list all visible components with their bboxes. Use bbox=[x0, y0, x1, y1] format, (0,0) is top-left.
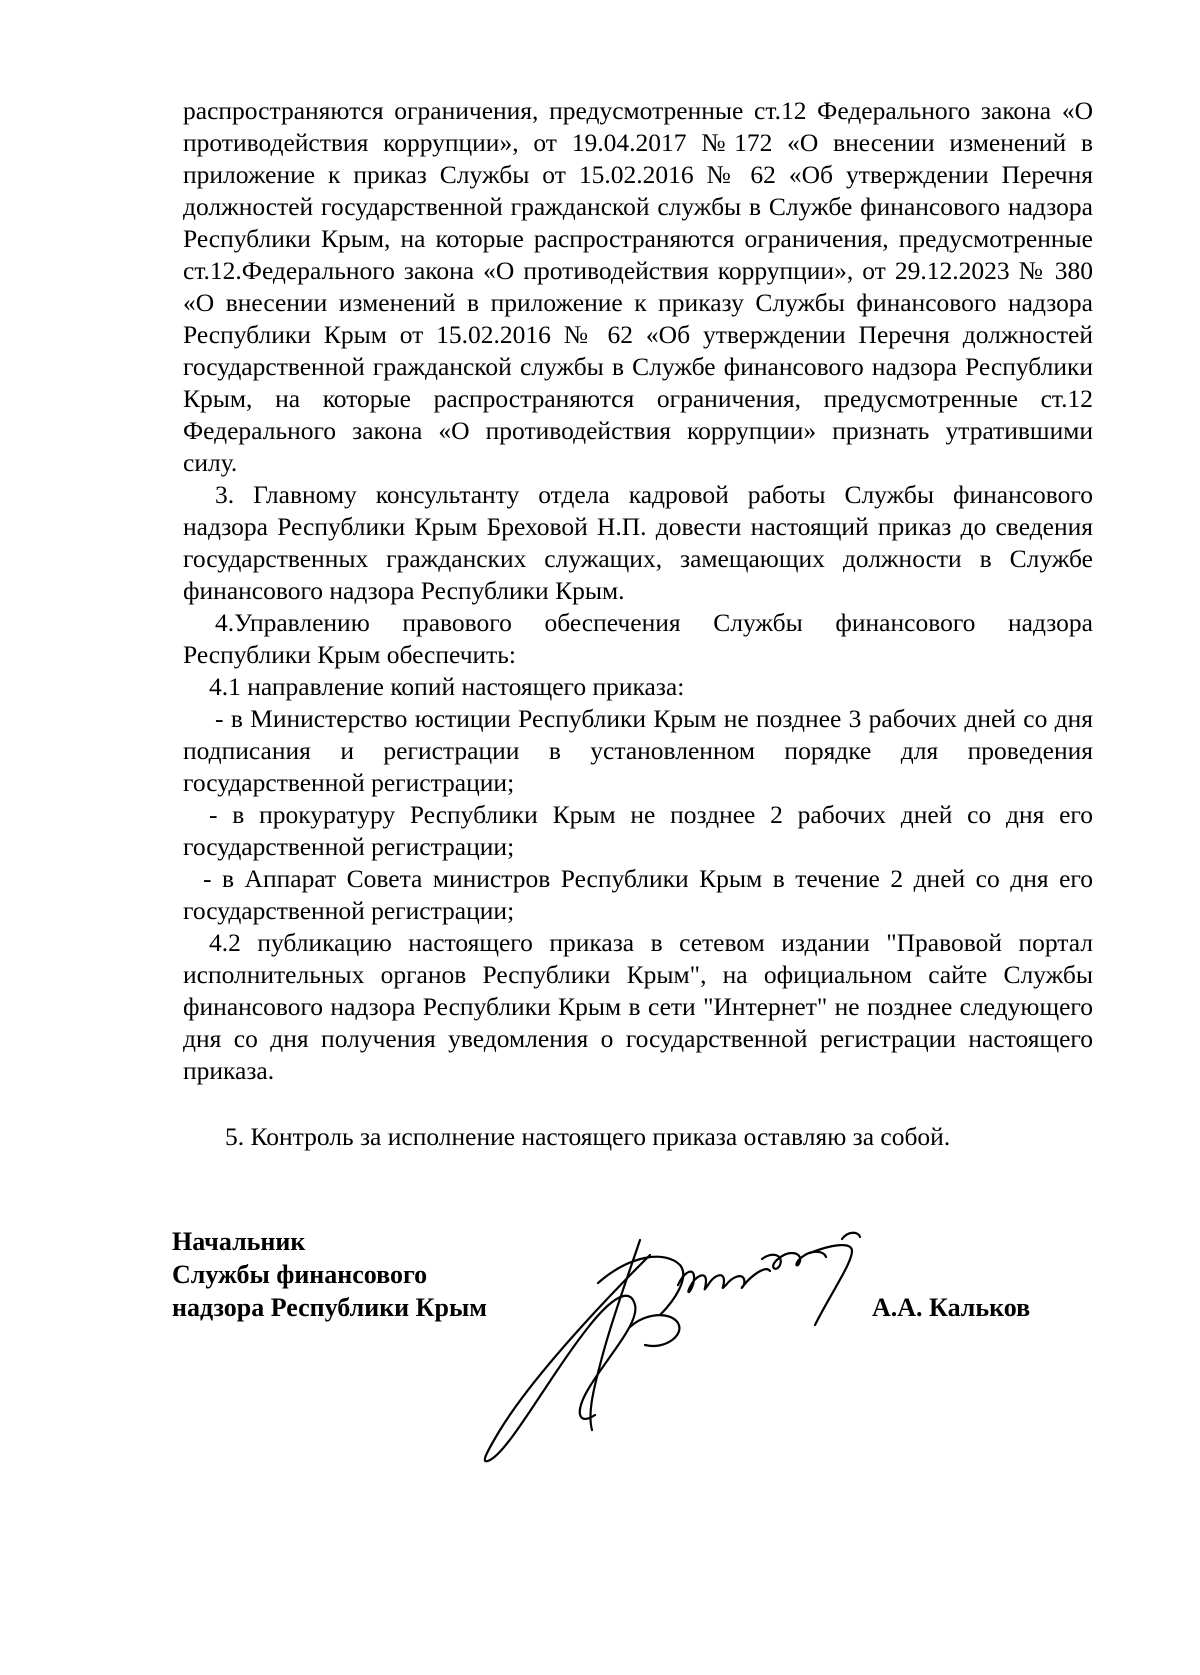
signatory-position bbox=[172, 1225, 487, 1324]
paragraph-continuation: распространяются ограничения, предусмотренные ст.12 Федерального закона «О противодействия коррупции», от 19.04.2017 №172 «О внесении изменений в приложение к приказ Службы от 15.02.2016 № 62 «Об утверждении Перечня должностей государственной гражданской службы в Службе финансового надзора Республики Крым, на которые распространяются ограничения, предусмотренные ст.12.Федерального закона «О противодействия коррупции», от 29.12.2023 № 380 «О внесении изменений в приложение к приказу Службы финансового надзора Республики Крым от 15.02.2016 № 62 «Об утверждении Перечня должностей государственной гражданской службы в Службе финансового надзора Республики Крым, на которые распространяются ограничения, предусмотренные ст.12 Федерального закона «О противодействия коррупции» признать утратившими силу. bbox=[183, 96, 1093, 477]
handwritten-signature bbox=[480, 1215, 900, 1465]
paragraph-item-4-1: 4.1 направление копий настоящего приказа: bbox=[209, 672, 685, 701]
position-line-1: Начальник bbox=[172, 1227, 306, 1256]
paragraph-item-4-1-c: - в Аппарат Совета министров Республики Крым в течение 2 дней со дня его государственной регистрации; bbox=[183, 864, 1093, 925]
paragraph-item-4-1-b: - в прокуратуру Республики Крым не позднее 2 рабочих дней со дня его государственной регистрации; bbox=[183, 800, 1093, 861]
position-line-2: Службы финансового bbox=[172, 1260, 428, 1289]
paragraph-item-4: 4.Управлению правового обеспечения Службы финансового надзора Республики Крым обеспечить: bbox=[183, 608, 1093, 669]
paragraph-item-4-2: 4.2 публикацию настоящего приказа в сетевом издании "Правовой портал исполнительных органов Республики Крым", на официальном сайте Службы финансового надзора Республики Крым в сети "Интернет" не позднее следующего дня со дня получения уведомления о государственной регистрации настоящего приказа. bbox=[183, 928, 1093, 1085]
paragraph-item-4-1-a: - в Министерство юстиции Республики Крым не позднее 3 рабочих дней со дня подписания и регистрации в установленном порядке для проведения государственной регистрации; bbox=[183, 704, 1093, 797]
paragraph-item-5: 5. Контроль за исполнение настоящего приказа оставляю за собой. bbox=[225, 1122, 951, 1151]
document-body bbox=[183, 95, 1093, 1153]
signer-name: А.А. Кальков bbox=[872, 1293, 1031, 1322]
position-line-3: надзора Республики Крым bbox=[172, 1293, 487, 1322]
paragraph-item-3: 3. Главному консультанту отдела кадровой работы Службы финансового надзора Республики Крым Бреховой Н.П. довести настоящий приказ до сведения государственных гражданских служащих, замещающих должности в Службе финансового надзора Республики Крым. bbox=[183, 480, 1093, 605]
